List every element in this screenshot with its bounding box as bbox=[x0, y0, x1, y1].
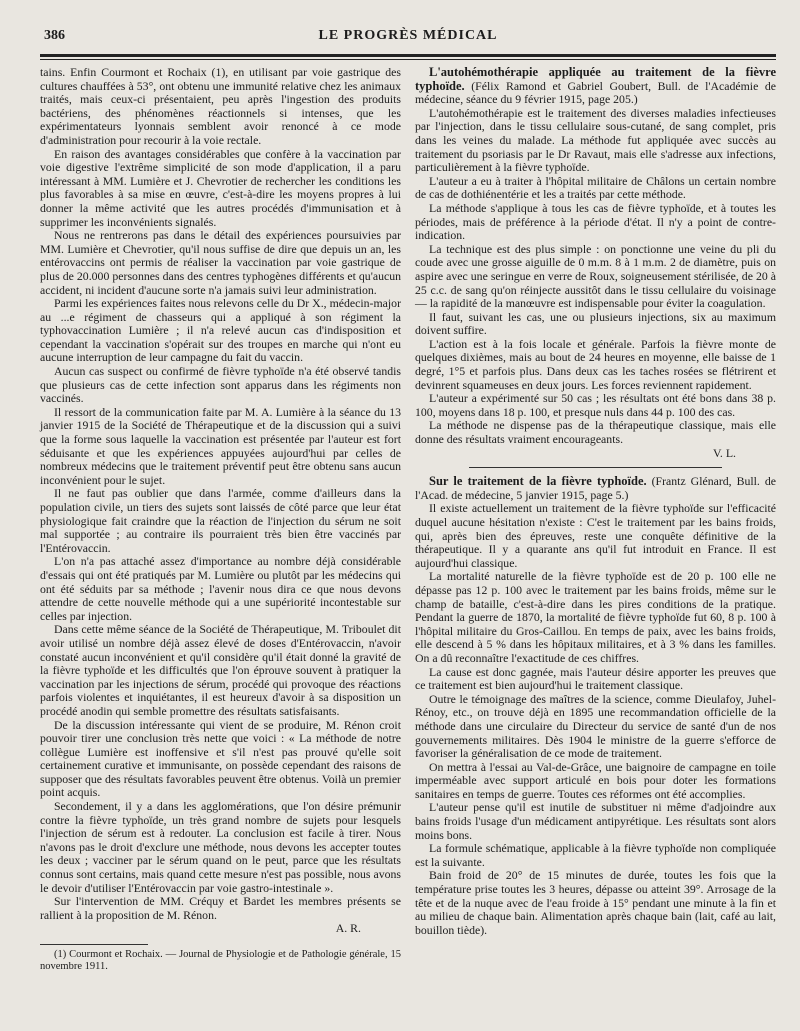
paragraph: L'auteur a expérimenté sur 50 cas ; les résultats ont été bons dans 38 p. 100, moyens dans 18 p. 100, et presque nuls dans 44 p. 100 des cas. bbox=[415, 391, 776, 419]
paragraph: Il existe actuellement un traitement de la fièvre typhoïde sur l'efficacité duquel aucune hésitation n'existe : C'est le traitement par les bains froids, qui, après bien des épreuves, reste une conquête définitive de la thérapeutique. Il y a quarante ans qu'il fut introduit en France. Il est aujourd'hui classique. bbox=[415, 501, 776, 570]
paragraph: Parmi les expériences faites nous relevons celle du Dr X., médecin-major au ...e régiment de chasseurs qui a appliqué à son régiment la typhovaccination Lumière ; il n'a relevé aucun cas d'indisposition et cependant la vaccination s'opérait sur des troupes en marche qui n'ont eu aucune interruption de leur campagne du fait du vaccin. bbox=[40, 296, 401, 365]
paragraph: Aucun cas suspect ou confirmé de fièvre typhoïde n'a été observé tandis que plusieurs cas de cette infection sont apparus dans les régiments non vaccinés. bbox=[40, 364, 401, 406]
paragraph: La mortalité naturelle de la fièvre typhoïde est de 20 p. 100 elle ne dépasse pas 12 p. 100 avec le traitement par les bains froids, même sur le champ de bataille, c'est-à-dire dans les pires conditions de la pratique. Pendant la guerre de 1870, la mortalité de fièvre typhoïde fut 60, 8 p. 100 à l'hôpital militaire du Gros-Caillou. En temps de paix, avec les bains froids, elle descend à 5 % dans les hôpitaux militaires, et à 3 % dans les familles. On a dû reconnaître l'exactitude de ces chiffres. bbox=[415, 569, 776, 665]
paragraph: Sur l'intervention de MM. Créquy et Bardet les membres présents se rallient à la proposition de M. Rénon. bbox=[40, 894, 401, 922]
footnote: (1) Courmont et Rochaix. — Journal de Physiologie et de Pathologie générale, 15 novembre 1911. bbox=[40, 949, 401, 972]
article-heading bbox=[415, 475, 776, 502]
paragraph: De la discussion intéressante qui vient de se produire, M. Rénon croit pouvoir tirer une conclusion très nette que voici : « La méthode de notre collègue Lumière est inoffensive et s'il n'est pas prouvé qu'elle soit certainement curative et immunisante, on possède cependant des raisons de supposer que des résultats favorables peuvent être obtenus. Voilà un premier point acquis. bbox=[40, 717, 401, 800]
paragraph: Bain froid de 20° de 15 minutes de durée, toutes les fois que la température prise toutes les 3 heures, dépasse ou atteint 39°. Arrosage de la tête et de la nuque avec de l'eau froide à 15° pendant une minute à la fin et au milieu de chaque bain. Alimentation après chaque bain (lait, café au lait, bouillon tiède). bbox=[415, 868, 776, 937]
article-heading bbox=[415, 66, 776, 107]
paragraph: Nous ne rentrerons pas dans le détail des expériences poursuivies par MM. Lumière et Chevrotier, qu'il nous suffise de dire que depuis un an, les entérovaccins ont permis de réaliser la vaccination par voie gastrique de plus de 20.000 personnes dans des centres typhogènes différents et qu'aucun accident, ni incident d'aucune sorte n'a jamais suivi leur administration. bbox=[40, 228, 401, 297]
footnote-rule bbox=[40, 944, 148, 945]
text-columns bbox=[40, 66, 776, 973]
paragraph: La cause est donc gagnée, mais l'auteur désire apporter les preuves que ce traitement est bien aujourd'hui le traitement classique. bbox=[415, 664, 776, 693]
paragraph: Secondement, il y a dans les agglomérations, que l'on désire prémunir contre la fièvre typhoïde, un très grand nombre de sujets pour lesquels l'injection de sérum est à redouter. La conclusion est facile à tirer. Nous n'avons pas le droit d'exclure une méthode, nous devons les accepter toutes les deux ; vacciner par le sérum quand on le peut, parce que les résultats connus sont certains, mais quand cette mesure n'est pas possible, nous avons le devoir d'utiliser l'Entérovaccin par voie gastro-intestinale ». bbox=[40, 799, 401, 895]
article-citation: (Frantz Glénard, Bull. de l'Acad. de médecine, 5 janvier 1915, page 5.) bbox=[415, 474, 776, 502]
article-title: Sur le traitement de la fièvre typhoïde. bbox=[429, 474, 647, 489]
left-column bbox=[40, 66, 401, 973]
journal-title: LE PROGRÈS MÉDICAL bbox=[318, 28, 498, 43]
article-signature: V. L. bbox=[712, 445, 736, 460]
paragraph: La méthode ne dispense pas de la thérapeutique classique, mais elle donne des résultats vraiment encourageants. bbox=[415, 418, 776, 447]
paragraph: La formule schématique, applicable à la fièvre typhoïde non compliquée est la suivante. bbox=[415, 841, 776, 869]
paragraph: En raison des avantages considérables que confère à la vaccination par voie digestive l'extrême simplicité de son mode d'application, il a paru intéressant à MM. Lumière et J. Chevrotier de rechercher les conditions les plus favorables à sa mise en œuvre, c'est-à-dire les moyens propres à lui donner la même activité que les autres procédés d'immunisation et à supprimer les inconvénients signalés. bbox=[40, 146, 401, 229]
paragraph: L'autohémothérapie est le traitement des diverses maladies infectieuses par l'injection, dans le tissu cellulaire sous-cutané, de sang complet, pris dans les veines du malade. La méthode fut appliquée avec succès au traitement du psoriasis par le Dr Ravaut, mais elle s'adresse aux infections, particulièrement à la fièvre typhoïde. bbox=[415, 105, 776, 175]
header-rule-thin bbox=[40, 59, 776, 60]
paragraph: On mettra à l'essai au Val-de-Grâce, une baignoire de campagne en toile imperméable avec support articulé en bois pour doter les formations sanitaires en temps de guerre. Toutes ces réformes ont été accomplies. bbox=[415, 759, 776, 801]
article-signature: A. R. bbox=[335, 921, 361, 936]
paragraph: Dans cette même séance de la Société de Thérapeutique, M. Triboulet dit avoir utilisé un nombre déjà assez élevé de doses d'Entérovaccin, n'avoir constaté aucun inconvénient et qu'il considère qu'il était donné la gravité de la fièvre typhoïde et les difficultés que l'on éprouve souvent à pratiquer la vaccination par les injections de sérum, procédé qui provoque des réactions parfois violentes et inquiétantes, il est heureux d'avoir à sa disposition un procédé anodin qui semble promettre des résultats satisfaisants. bbox=[40, 622, 401, 718]
paragraph: La méthode s'applique à tous les cas de fièvre typhoïde, et à toutes les périodes, mais de préférence à la période d'état. Il n'y a point de contre-indication. bbox=[415, 200, 776, 243]
right-column bbox=[415, 66, 776, 973]
page-number: 386 bbox=[44, 28, 65, 43]
page-header bbox=[40, 22, 776, 44]
paragraph: Il ressort de la communication faite par M. A. Lumière à la séance du 13 janvier 1915 de la Société de Thérapeutique et de la discussion qui a suivi que la forme sous laquelle la vaccination est présentée par l'auteur est fort séduisante et que les expériences appuyées aujourd'hui par celles de nombreux médecins que le traitement préventif peut être obtenu sans aucun inconvénient pour le sujet. bbox=[40, 404, 401, 487]
paragraph: L'auteur pense qu'il est inutile de substituer ni même d'adjoindre aux bains froids l'usage d'un médicament antipyrétique. Les résultats sont alors moins bons. bbox=[415, 800, 776, 842]
paragraph: L'on n'a pas attaché assez d'importance au nombre déjà considérable d'essais qui ont été pratiqués par M. Lumière ou plutôt par les médecins qui ont été séduits par sa méthode ; l'avenir nous dira ce que nous devons attendre de cette nouvelle méthode qui a une supériorité incontestable sur celles par injection. bbox=[40, 554, 401, 623]
paragraph: Il ne faut pas oublier que dans l'armée, comme d'ailleurs dans la population civile, un tiers des sujets sont laissés de côté parce que leur état physiologique fait craindre que la réaction de l'injection du sérum ne soit mal supportée ; au contraire ils pourraient très bien être vaccinés par l'Entérovaccin. bbox=[40, 486, 401, 555]
paragraph: La technique est des plus simple : on ponctionne une veine du pli du coude avec une grosse aiguille de 0 m.m. 8 à 1 m.m. 2 de diamètre, puis on aspire avec une seringue en verre de Roux, soigneusement stérilisée, de 20 à 25 c.c. de sang qu'on réinjecte aussitôt dans le tissu cellulaire du voisinage — la rapidité de la manœuvre est indispensable pour éviter la coagulation. bbox=[415, 241, 776, 311]
article-separator bbox=[469, 467, 722, 468]
paragraph: tains. Enfin Courmont et Rochaix (1), en utilisant par voie gastrique des cultures chauffées à 53°, ont obtenu une immunité relative chez les animaux traités, mais ceux-ci présentaient, peu après l'ingestion des produits bactériens, des phénomènes réactionnels si intenses, que les expérimentateurs lyonnais semblent avoir renoncé à ce mode d'administration pour recourir à la voie rectale. bbox=[40, 65, 401, 147]
paragraph: L'action est à la fois locale et générale. Parfois la fièvre monte de quelques dixièmes, mais au bout de 24 heures en moyenne, elle baisse de 1 degré, 1°5 et parfois plus. Dans deux cas les taches rosées se flétrirent et devinrent squameuses en deux jours. Les forces reviennent rapidement. bbox=[415, 336, 776, 392]
paragraph: Outre le témoignage des maîtres de la science, comme Dieulafoy, Juhel-Rénoy, etc., on trouve déjà en 1895 une recommandation officielle de la méthode dans une circulaire du Directeur du service de santé d'un de nos gouvernements militaires. Dès 1904 le ministre de la guerre s'efforce de favoriser la généralisation de ce mode de traitement. bbox=[415, 691, 776, 761]
paragraph: Il faut, suivant les cas, une ou plusieurs injections, six au maximum doivent suffire. bbox=[415, 309, 776, 338]
header-rule bbox=[40, 54, 776, 57]
paragraph: L'auteur a eu à traiter à l'hôpital militaire de Châlons un certain nombre de cas de dothiénentérie et les a traités par cette méthode. bbox=[415, 173, 776, 202]
article-title: L'autohémothérapie appliquée au traitement de la fièvre typhoïde. bbox=[415, 65, 776, 93]
article-citation: (Félix Ramond et Gabriel Goubert, Bull. de l'Académie de médecine, séance du 9 février 1915, page 205.) bbox=[415, 78, 776, 107]
